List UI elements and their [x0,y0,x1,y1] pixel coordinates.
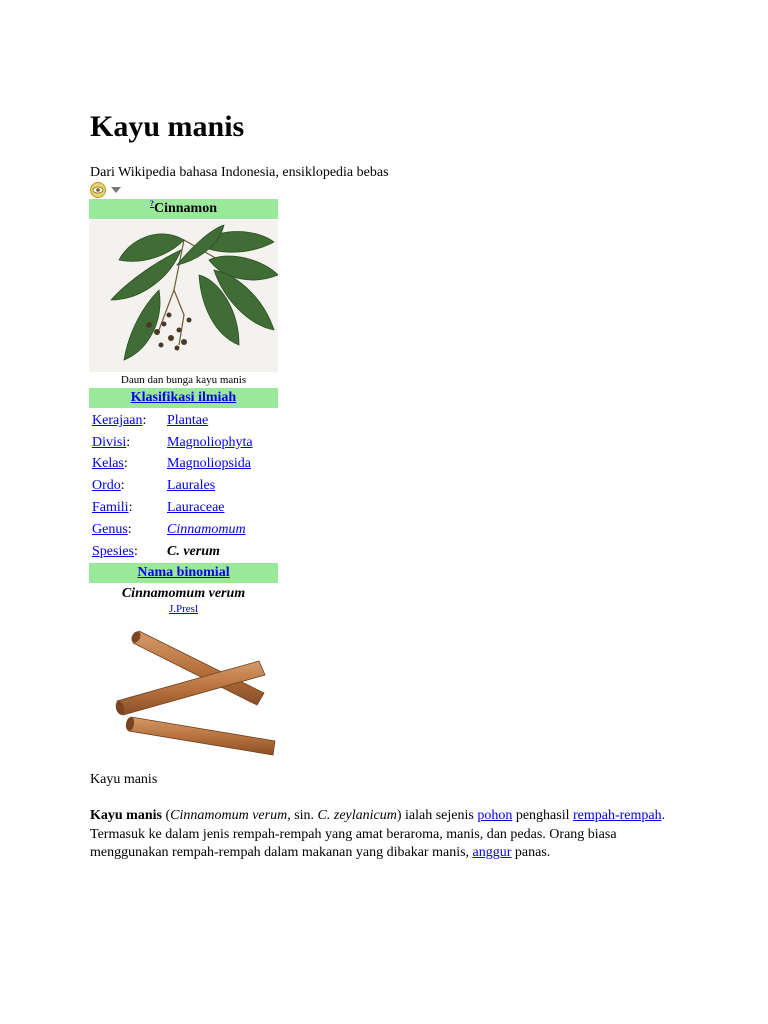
infobox-photo-caption: Daun dan bunga kayu manis [120,374,247,386]
text-segment: . Termasuk ke dalam jenis rempah-rempah yang amat beraroma, manis, dan pedas. Orang biasa menggunakan rempah-rempah dalam makanan yang dibakar manis, [90,808,666,860]
taxonomy-row [89,410,278,432]
infobox-title-text: Cinnamon [153,201,218,216]
taxonomy-row [89,475,278,497]
text-segment: panas. [511,845,551,860]
taxonomy-key-cell [89,410,164,432]
bold-term: Kayu manis [90,808,162,823]
taxonomy-value-cell [164,432,278,454]
link-rempah[interactable]: rempah-rempah [573,808,662,823]
taxonomy-key-cell [89,541,164,563]
taxonomy-key-suffix: : [123,456,128,472]
taxonomy-value-cell [164,454,278,476]
taxonomy-key-suffix: : [134,543,138,559]
taxonomy-row [89,454,278,476]
taxonomy-table [89,410,278,563]
taxonomy-key-cell [89,519,164,541]
synonym-name: C. zeylanicum [317,808,397,823]
taxonomy-key-link[interactable]: Divisi [92,434,127,450]
classification-header [89,388,278,408]
taxonomy-key-cell [89,497,164,519]
taxonomy-value-cell [164,497,278,519]
eye-icon[interactable] [90,182,106,198]
taxonomy-key-suffix: : [127,521,132,537]
taxonomy-value-cell [164,410,278,432]
taxonomy-row [89,519,278,541]
intro-paragraph [90,807,686,863]
taxonomy-key-suffix: : [120,478,125,494]
taxonomy-value-cell [164,475,278,497]
page-tools [90,182,121,198]
cinnamon-sticks-photo [89,623,278,765]
link-pohon[interactable]: pohon [477,808,513,823]
taxonomy-key-suffix: : [128,500,133,516]
binomial-author-link[interactable]: J.Presl [168,602,199,615]
binomial-name: Cinnamomum verum [121,585,246,601]
infobox-title [89,199,278,219]
figure-caption: Kayu manis [90,772,158,787]
taxonomy-row [89,541,278,563]
binomial-header [89,563,278,583]
taxonomy-value[interactable]: Laurales [167,478,216,494]
taxonomy-value-cell [164,519,278,541]
taxonomy-value: C. verum [167,543,220,559]
page-title: Kayu manis [90,110,245,143]
taxonomy-value[interactable]: Magnoliophyta [167,434,253,450]
infobox [89,199,278,765]
taxonomy-key-link[interactable]: Famili [92,500,129,516]
taxonomy-key-cell [89,432,164,454]
taxonomy-key-cell [89,454,164,476]
taxonomy-key-link[interactable]: Genus [92,521,128,537]
classification-link[interactable]: Klasifikasi ilmiah [130,390,237,405]
infobox-help-link[interactable]: ? [149,199,154,208]
binomial-link[interactable]: Nama binomial [137,564,230,580]
taxonomy-key-link[interactable]: Kelas [92,456,124,472]
cinnamon-leaves-photo [89,220,278,372]
taxonomy-value-cell [164,541,278,563]
scientific-name: Cinnamomum verum [170,808,288,823]
chevron-down-icon[interactable] [111,187,121,193]
taxonomy-value[interactable]: Cinnamomum [167,521,246,537]
taxonomy-row [89,497,278,519]
binomial-author [89,603,278,617]
taxonomy-key-cell [89,475,164,497]
text-segment: ) ialah sejenis [396,808,478,823]
taxonomy-value[interactable]: Magnoliopsida [167,456,251,472]
taxonomy-key-link[interactable]: Spesies [92,543,134,559]
taxonomy-value[interactable]: Lauraceae [167,500,225,516]
taxonomy-row [89,432,278,454]
taxonomy-value[interactable]: Plantae [167,412,209,428]
taxonomy-key-link[interactable]: Kerajaan [92,412,143,428]
taxonomy-key-suffix: : [126,434,131,450]
text-segment: , sin. [287,808,318,823]
page-subtitle: Dari Wikipedia bahasa Indonesia, ensiklopedia bebas [90,165,389,180]
text-segment: penghasil [512,808,573,823]
taxonomy-key-suffix: : [142,412,147,428]
link-anggur[interactable]: anggur [472,845,512,860]
taxonomy-key-link[interactable]: Ordo [92,478,121,494]
text-segment: ( [161,808,171,823]
